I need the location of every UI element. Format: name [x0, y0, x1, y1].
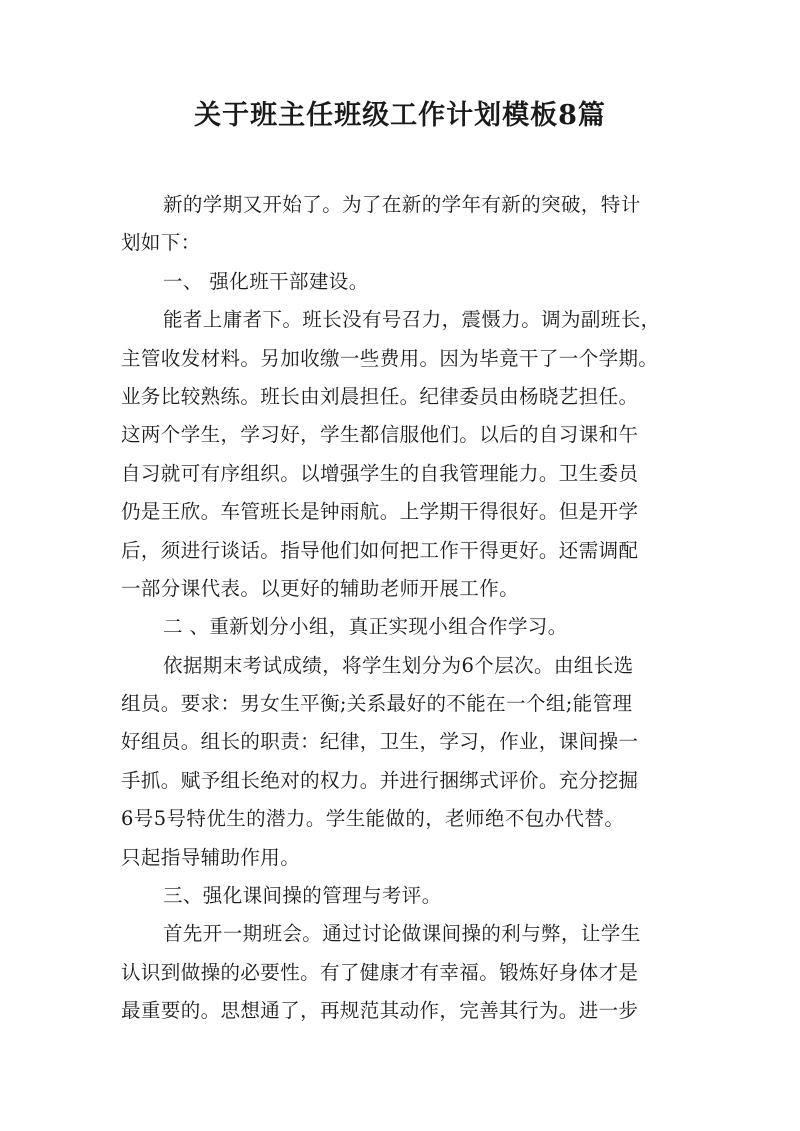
paragraph-line: 依据期末考试成绩，将学生划分为6个层次。由组长选: [163, 653, 634, 677]
document-title: 关于班主任班级工作计划模板8篇: [194, 100, 606, 131]
paragraph-line: 划如下：: [121, 231, 201, 255]
paragraph-line: 一部分课代表。以更好的辅助老师开展工作。: [121, 576, 520, 600]
document-body: [121, 186, 681, 1031]
paragraph-line: 组员。要求：男女生平衡;关系最好的不能在一个组;能管理: [121, 692, 633, 716]
paragraph-line: 这两个学生，学习好，学生都信服他们。以后的自习课和午: [121, 423, 639, 447]
paragraph-line: 6号5号特优生的潜力。学生能做的，老师绝不包办代替。: [121, 807, 625, 831]
paragraph-line: 手抓。赋予组长绝对的权力。并进行捆绑式评价。充分挖掘: [121, 768, 639, 792]
paragraph-line: 最重要的。思想通了，再规范其动作，完善其行为。进一步: [121, 999, 639, 1023]
paragraph-line: 三、强化课间操的管理与考评。: [163, 884, 442, 908]
paragraph-line: 后，须进行谈话。指导他们如何把工作干得更好。还需调配: [121, 538, 639, 562]
paragraph-line: 仍是王欣。车管班长是钟雨航。上学期干得很好。但是开学: [121, 500, 639, 524]
paragraph-line: 自习就可有序组织。以增强学生的自我管理能力。卫生委员: [121, 461, 639, 485]
paragraph-line: 主管收发材料。另加收缴一些费用。因为毕竟干了一个学期。: [121, 346, 659, 370]
paragraph-line: 能者上庸者下。班长没有号召力，震慑力。调为副班长，: [163, 308, 661, 332]
paragraph-line: 一、 强化班干部建设。: [163, 269, 369, 293]
paragraph-line: 好组员。组长的职责：纪律，卫生，学习，作业，课间操一: [121, 730, 639, 754]
paragraph-line: 首先开一期班会。通过讨论做课间操的利与弊，让学生: [163, 922, 641, 946]
paragraph-line: 业务比较熟练。班长由刘晨担任。纪律委员由杨晓艺担任。: [121, 384, 639, 408]
paragraph-line: 新的学期又开始了。为了在新的学年有新的突破，特计: [163, 193, 641, 216]
paragraph-line: 只起指导辅助作用。: [121, 845, 301, 869]
paragraph-line: 二 、重新划分小组，真正实现小组合作学习。: [163, 615, 568, 639]
paragraph-line: 认识到做操的必要性。有了健康才有幸福。锻炼好身体才是: [121, 960, 639, 984]
